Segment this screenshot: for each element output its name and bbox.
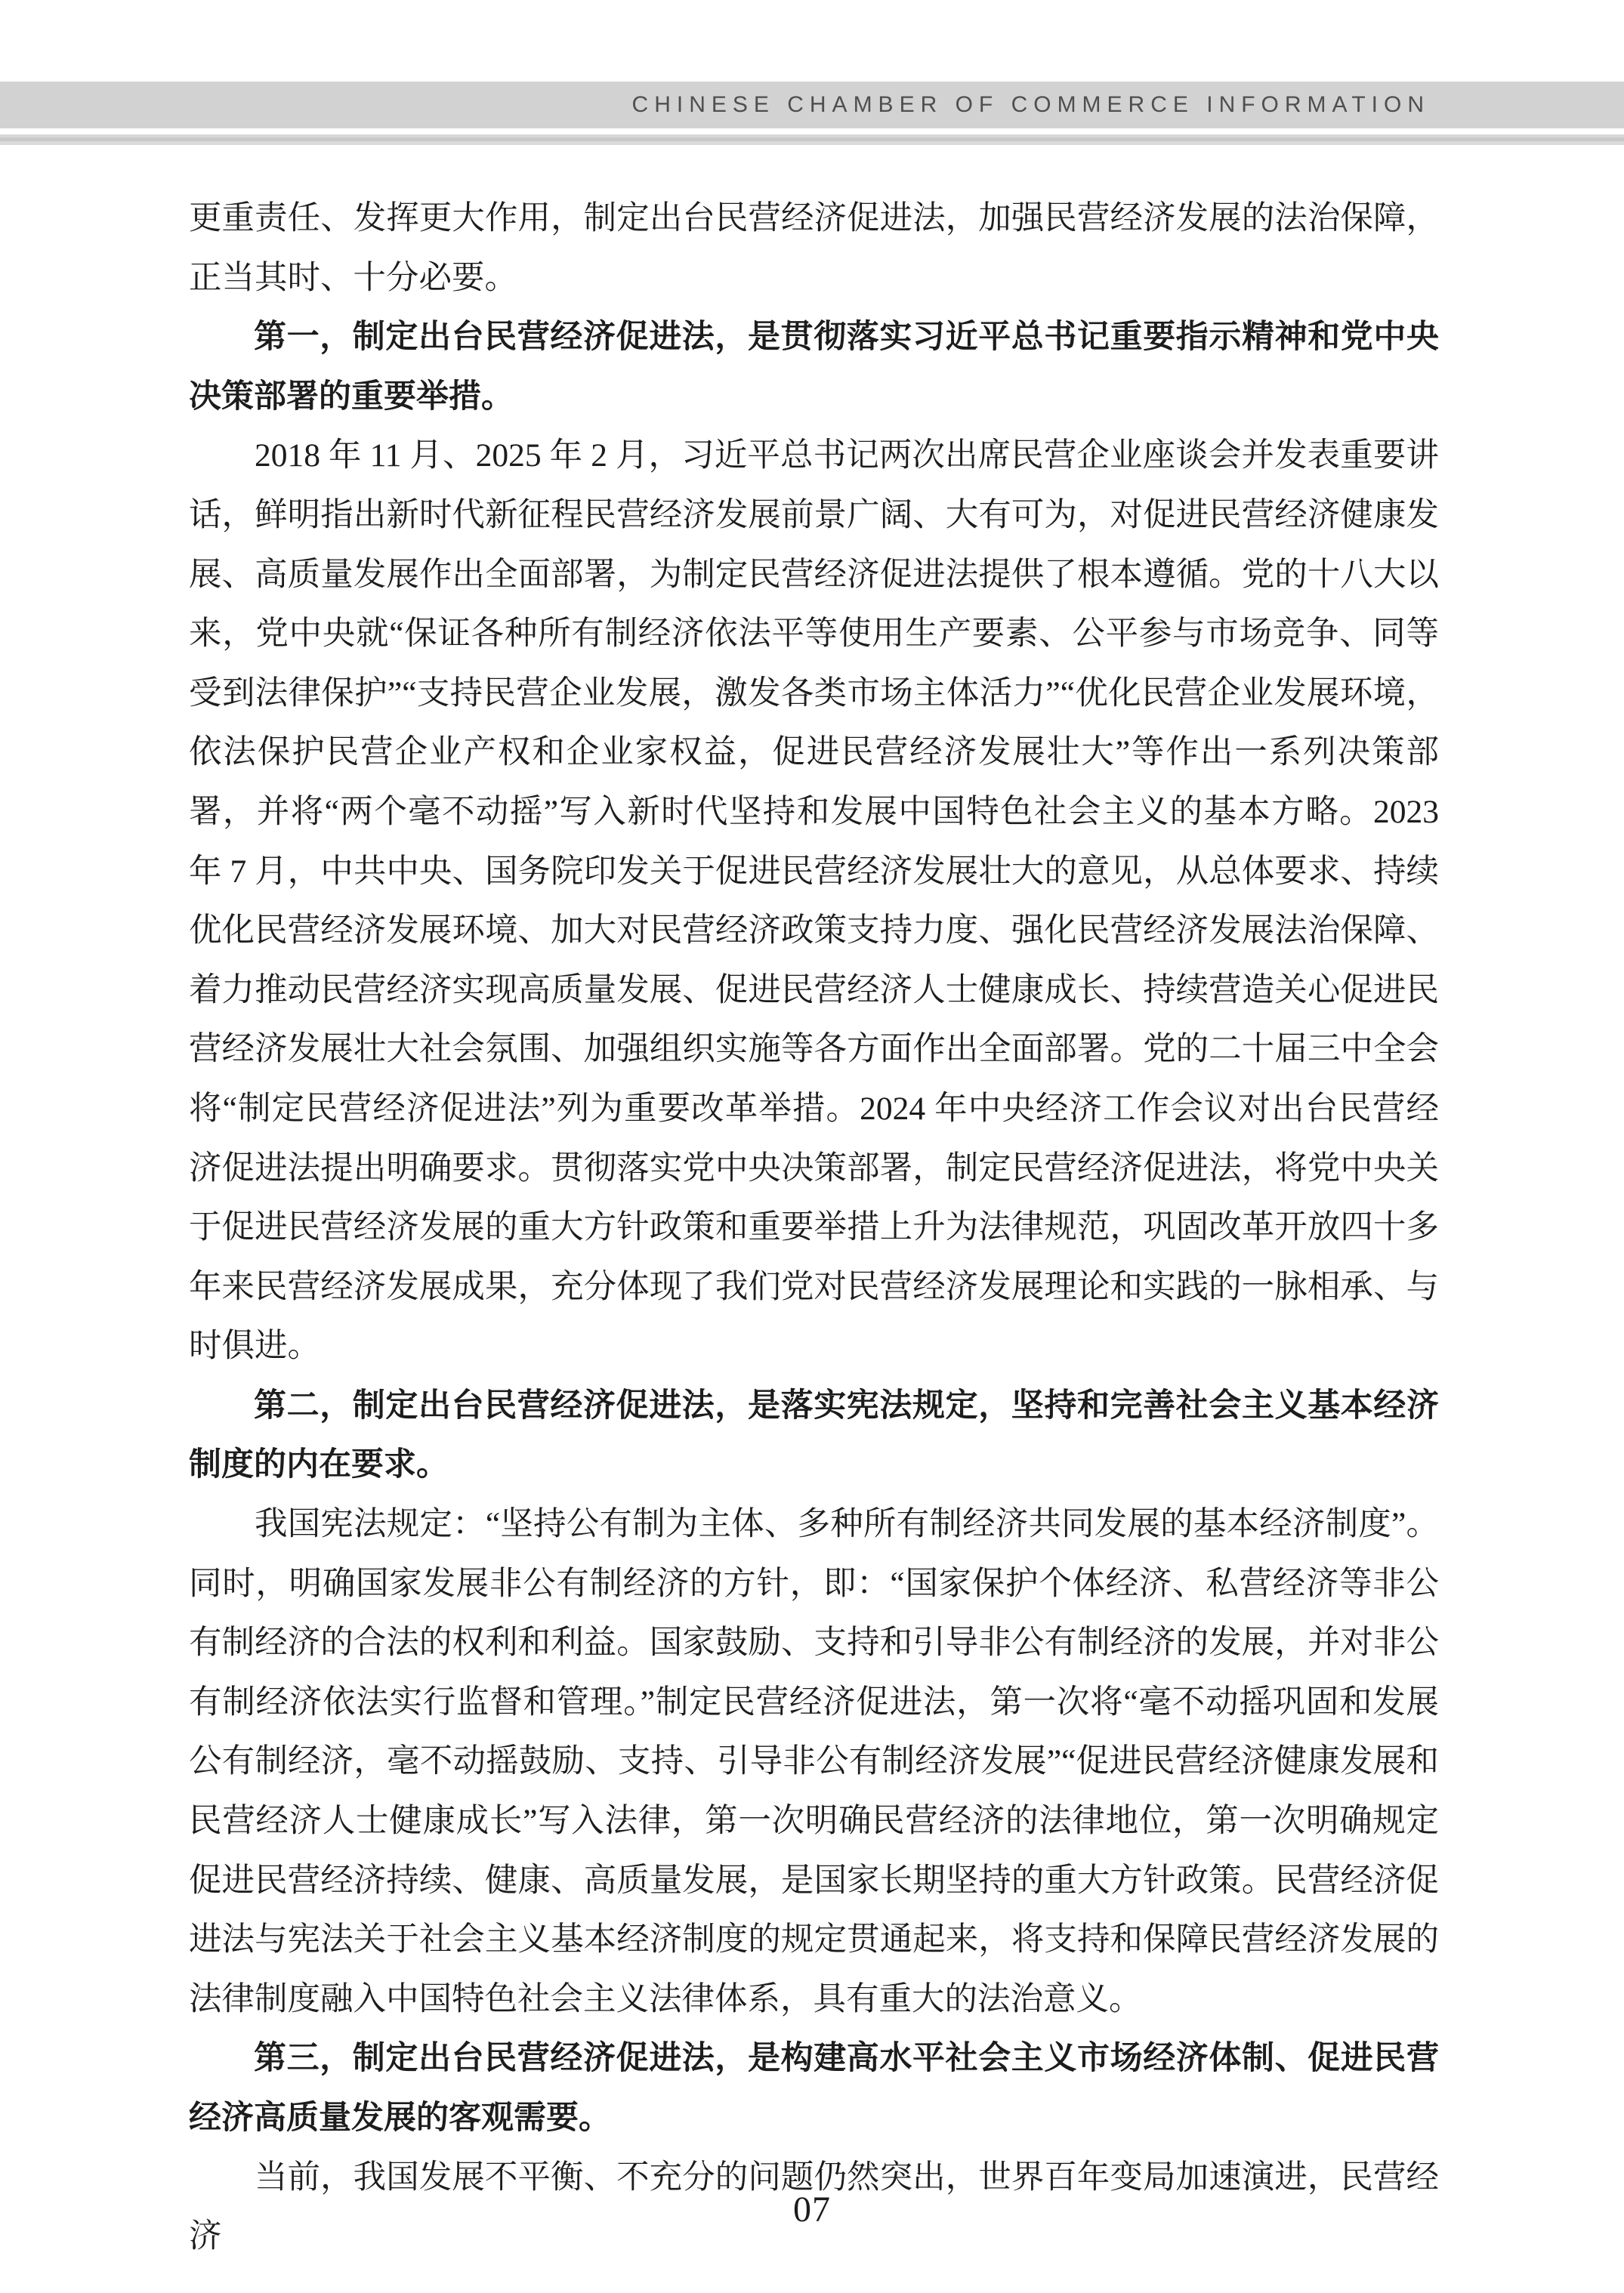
body-text — [189, 189, 1439, 2267]
body-paragraph: 2018 年 11 月、2025 年 2 月，习近平总书记两次出席民营企业座谈会并发表重要讲话，鲜明指出新时代新征程民营经济发展前景广阔、大有可为，对促进民营经济健康发展、高质量发展作出全面部署，为制定民营经济促进法提供了根本遵循。党的十八大以来，党中央就“保证各种所有制经济依法平等使用生产要素、公平参与市场竞争、同等受到法律保护”“支持民营企业发展，激发各类市场主体活力”“优化民营企业发展环境，依法保护民营企业产权和企业家权益，促进民营经济发展壮大”等作出一系列决策部署，并将“两个毫不动摇”写入新时代坚持和发展中国特色社会主义的基本方略。2023 年 7 月，中共中央、国务院印发关于促进民营经济发展壮大的意见，从总体要求、持续优化民营经济发展环境、加大对民营经济政策支持力度、强化民营经济发展法治保障、着力推动民营经济实现高质量发展、促进民营经济人士健康成长、持续营造关心促进民营经济发展壮大社会氛围、加强组织实施等各方面作出全面部署。党的二十届三中全会将“制定民营经济促进法”列为重要改革举措。2024 年中央经济工作会议对出台民营经济促进法提出明确要求。贯彻落实党中央决策部署，制定民营经济促进法，将党中央关于促进民营经济发展的重大方针政策和重要举措上升为法律规范，巩固改革开放四十多年来民营经济发展成果，充分体现了我们党对民营经济发展理论和实践的一脉相承、与时俱进。 — [189, 437, 1439, 1365]
body-paragraph: 我国宪法规定：“坚持公有制为主体、多种所有制经济共同发展的基本经济制度”。同时，明确国家发展非公有制经济的方针，即：“国家保护个体经济、私营经济等非公有制经济的合法的权利和利益。国家鼓励、支持和引导非公有制经济的发展，并对非公有制经济依法实行监督和管理。”制定民营经济促进法，第一次将“毫不动摇巩固和发展公有制经济，毫不动摇鼓励、支持、引导非公有制经济发展”“促进民营经济健康发展和民营经济人士健康成长”写入法律，第一次明确民营经济的法律地位，第一次明确规定促进民营经济持续、健康、高质量发展，是国家长期坚持的重大方针政策。民营经济促进法与宪法关于社会主义基本经济制度的规定贯通起来，将支持和保障民营经济发展的法律制度融入中国特色社会主义法律体系，具有重大的法治意义。 — [189, 1506, 1439, 2017]
header-band — [0, 82, 1624, 128]
body-paragraph: 当前，我国发展不平衡、不充分的问题仍然突出，世界百年变局加速演进，民营经济 — [189, 2159, 1439, 2255]
heading-paragraph: 第三，制定出台民营经济促进法，是构建高水平社会主义市场经济体制、促进民营经济高质量发展的客观需要。 — [189, 2040, 1439, 2136]
page-number: 07 — [793, 2190, 831, 2230]
heading-paragraph: 第一，制定出台民营经济促进法，是贯彻落实习近平总书记重要指示精神和党中央决策部署的重要举措。 — [189, 319, 1439, 415]
body-paragraph: 更重责任、发挥更大作用，制定出台民营经济促进法，加强民营经济发展的法治保障，正当其时、十分必要。 — [189, 200, 1439, 296]
header-stripes-divider — [0, 134, 1624, 145]
header-banner-text: CHINESE CHAMBER OF COMMERCE INFORMATION — [631, 92, 1430, 117]
heading-paragraph: 第二，制定出台民营经济促进法，是落实宪法规定，坚持和完善社会主义基本经济制度的内在要求。 — [189, 1387, 1439, 1483]
